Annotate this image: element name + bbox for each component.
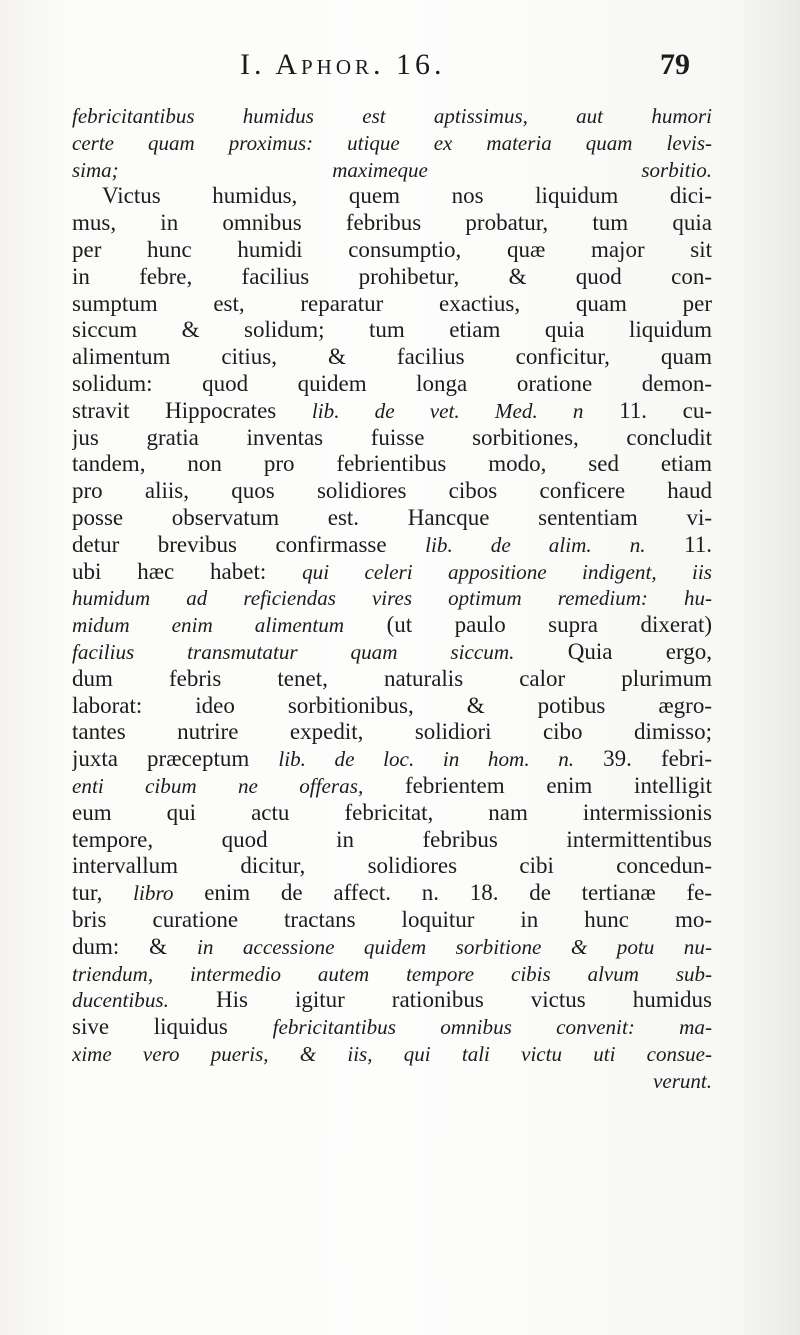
text-line	[72, 880, 712, 907]
text-line: posse observatum est. Hancque sententiam vi-	[72, 504, 712, 530]
italic-citation: lib. de vet. Med. n	[311, 398, 584, 423]
text-line: dum febris tenet, naturalis calor plurimum	[72, 665, 712, 691]
text-line: pro aliis, quos solidiores cibos conficere haud	[72, 478, 712, 504]
italic-citation: libro	[133, 881, 174, 906]
text-line: solidum: quod quidem longa oratione demon-	[72, 370, 712, 396]
text-line	[72, 612, 712, 639]
text-segment: 11.	[645, 531, 712, 557]
text-line: tempore, quod in febribus intermittentibus	[72, 826, 712, 852]
text-line: jus gratia inventas fuisse sorbitiones, concludit	[72, 424, 712, 450]
italic-citation: lib. de alim. n.	[425, 532, 646, 557]
text-line	[72, 934, 712, 961]
text-segment: (ut paulo supra dixerat)	[344, 612, 712, 638]
text-line	[72, 987, 712, 1014]
text-segment: His igitur rationibus victus humidus	[168, 987, 712, 1013]
text-line: xime vero pueris, & iis, qui tali victu uti consue-	[72, 1041, 712, 1066]
text-line: humidum ad reficiendas vires optimum remedium: hu-	[72, 586, 712, 611]
text-line: sima; maximeque sorbitio.	[72, 157, 712, 182]
text-line: Victus humidus, quem nos liquidum dici-	[102, 183, 712, 209]
text-segment: enim de affect. n. 18. de tertianæ fe-	[173, 880, 712, 906]
text-segment: Quia ergo,	[514, 638, 712, 664]
text-line: intervallum dicitur, solidiores cibi concedun-	[72, 853, 712, 879]
text-line: alimentum citius, & facilius conficitur, quam	[72, 344, 712, 370]
italic-citation: qui celeri appositione indigent, iis	[302, 559, 712, 584]
text-line: verunt.	[653, 1068, 712, 1093]
text-segment: 39. febri-	[574, 746, 712, 772]
italic-citation: enti cibum ne offeras,	[72, 773, 364, 798]
italic-citation: febricitantibus omnibus convenit: ma-	[272, 1015, 712, 1040]
text-line: siccum & solidum; tum etiam quia liquidum	[72, 317, 712, 343]
text-line	[72, 1014, 712, 1041]
text-segment: dum: &	[72, 933, 197, 959]
running-head	[0, 48, 800, 92]
text-line: laborat: ideo sorbitionibus, & potibus ægro-	[72, 692, 712, 718]
italic-citation: ducentibus.	[72, 988, 169, 1013]
italic-citation: lib. de loc. in hom. n.	[278, 747, 575, 772]
body-text	[72, 103, 712, 1094]
text-line: in febre, facilius prohibetur, & quod con-	[72, 263, 712, 289]
text-line: febricitantibus humidus est aptissimus, aut humori	[72, 104, 712, 128]
text-line: triendum, intermedio autem tempore cibis alvum sub-	[72, 961, 712, 986]
text-segment: detur brevibus confirmasse	[72, 531, 426, 557]
text-line: tantes nutrire expedit, solidiori cibo dimisso;	[72, 719, 712, 745]
italic-citation: in accessione quidem sorbitione & potu nu-	[196, 934, 712, 959]
text-segment: juxta præceptum	[72, 746, 279, 772]
text-line	[72, 398, 712, 425]
running-title: I. Aphor. 16.	[240, 48, 446, 81]
text-segment: stravit Hippocrates	[72, 397, 312, 423]
text-line	[72, 532, 712, 559]
text-line: mus, in omnibus febribus probatur, tum quia	[72, 210, 712, 236]
text-line: per hunc humidi consumptio, quæ major sit	[72, 236, 712, 262]
text-line: tandem, non pro febrientibus modo, sed etiam	[72, 451, 712, 477]
text-segment: tur,	[72, 880, 134, 906]
page-number: 79	[660, 48, 690, 81]
text-segment: 11. cu-	[583, 397, 712, 423]
text-segment: ubi hæc habet:	[72, 558, 303, 584]
text-line	[72, 746, 712, 773]
text-line: sumptum est, reparatur exactius, quam per	[72, 290, 712, 316]
text-line: certe quam proximus: utique ex materia quam levis-	[72, 130, 712, 155]
text-line	[72, 559, 712, 586]
italic-citation: facilius transmutatur quam siccum.	[72, 639, 515, 664]
text-line	[72, 639, 712, 666]
text-line	[72, 773, 712, 800]
text-segment: febrientem enim intelligit	[363, 772, 712, 798]
text-line: eum qui actu febricitat, nam intermissionis	[72, 799, 712, 825]
text-line: bris curatione tractans loquitur in hunc mo-	[72, 906, 712, 932]
italic-citation: midum enim alimentum	[72, 613, 345, 638]
text-segment: sive liquidus	[72, 1014, 273, 1040]
